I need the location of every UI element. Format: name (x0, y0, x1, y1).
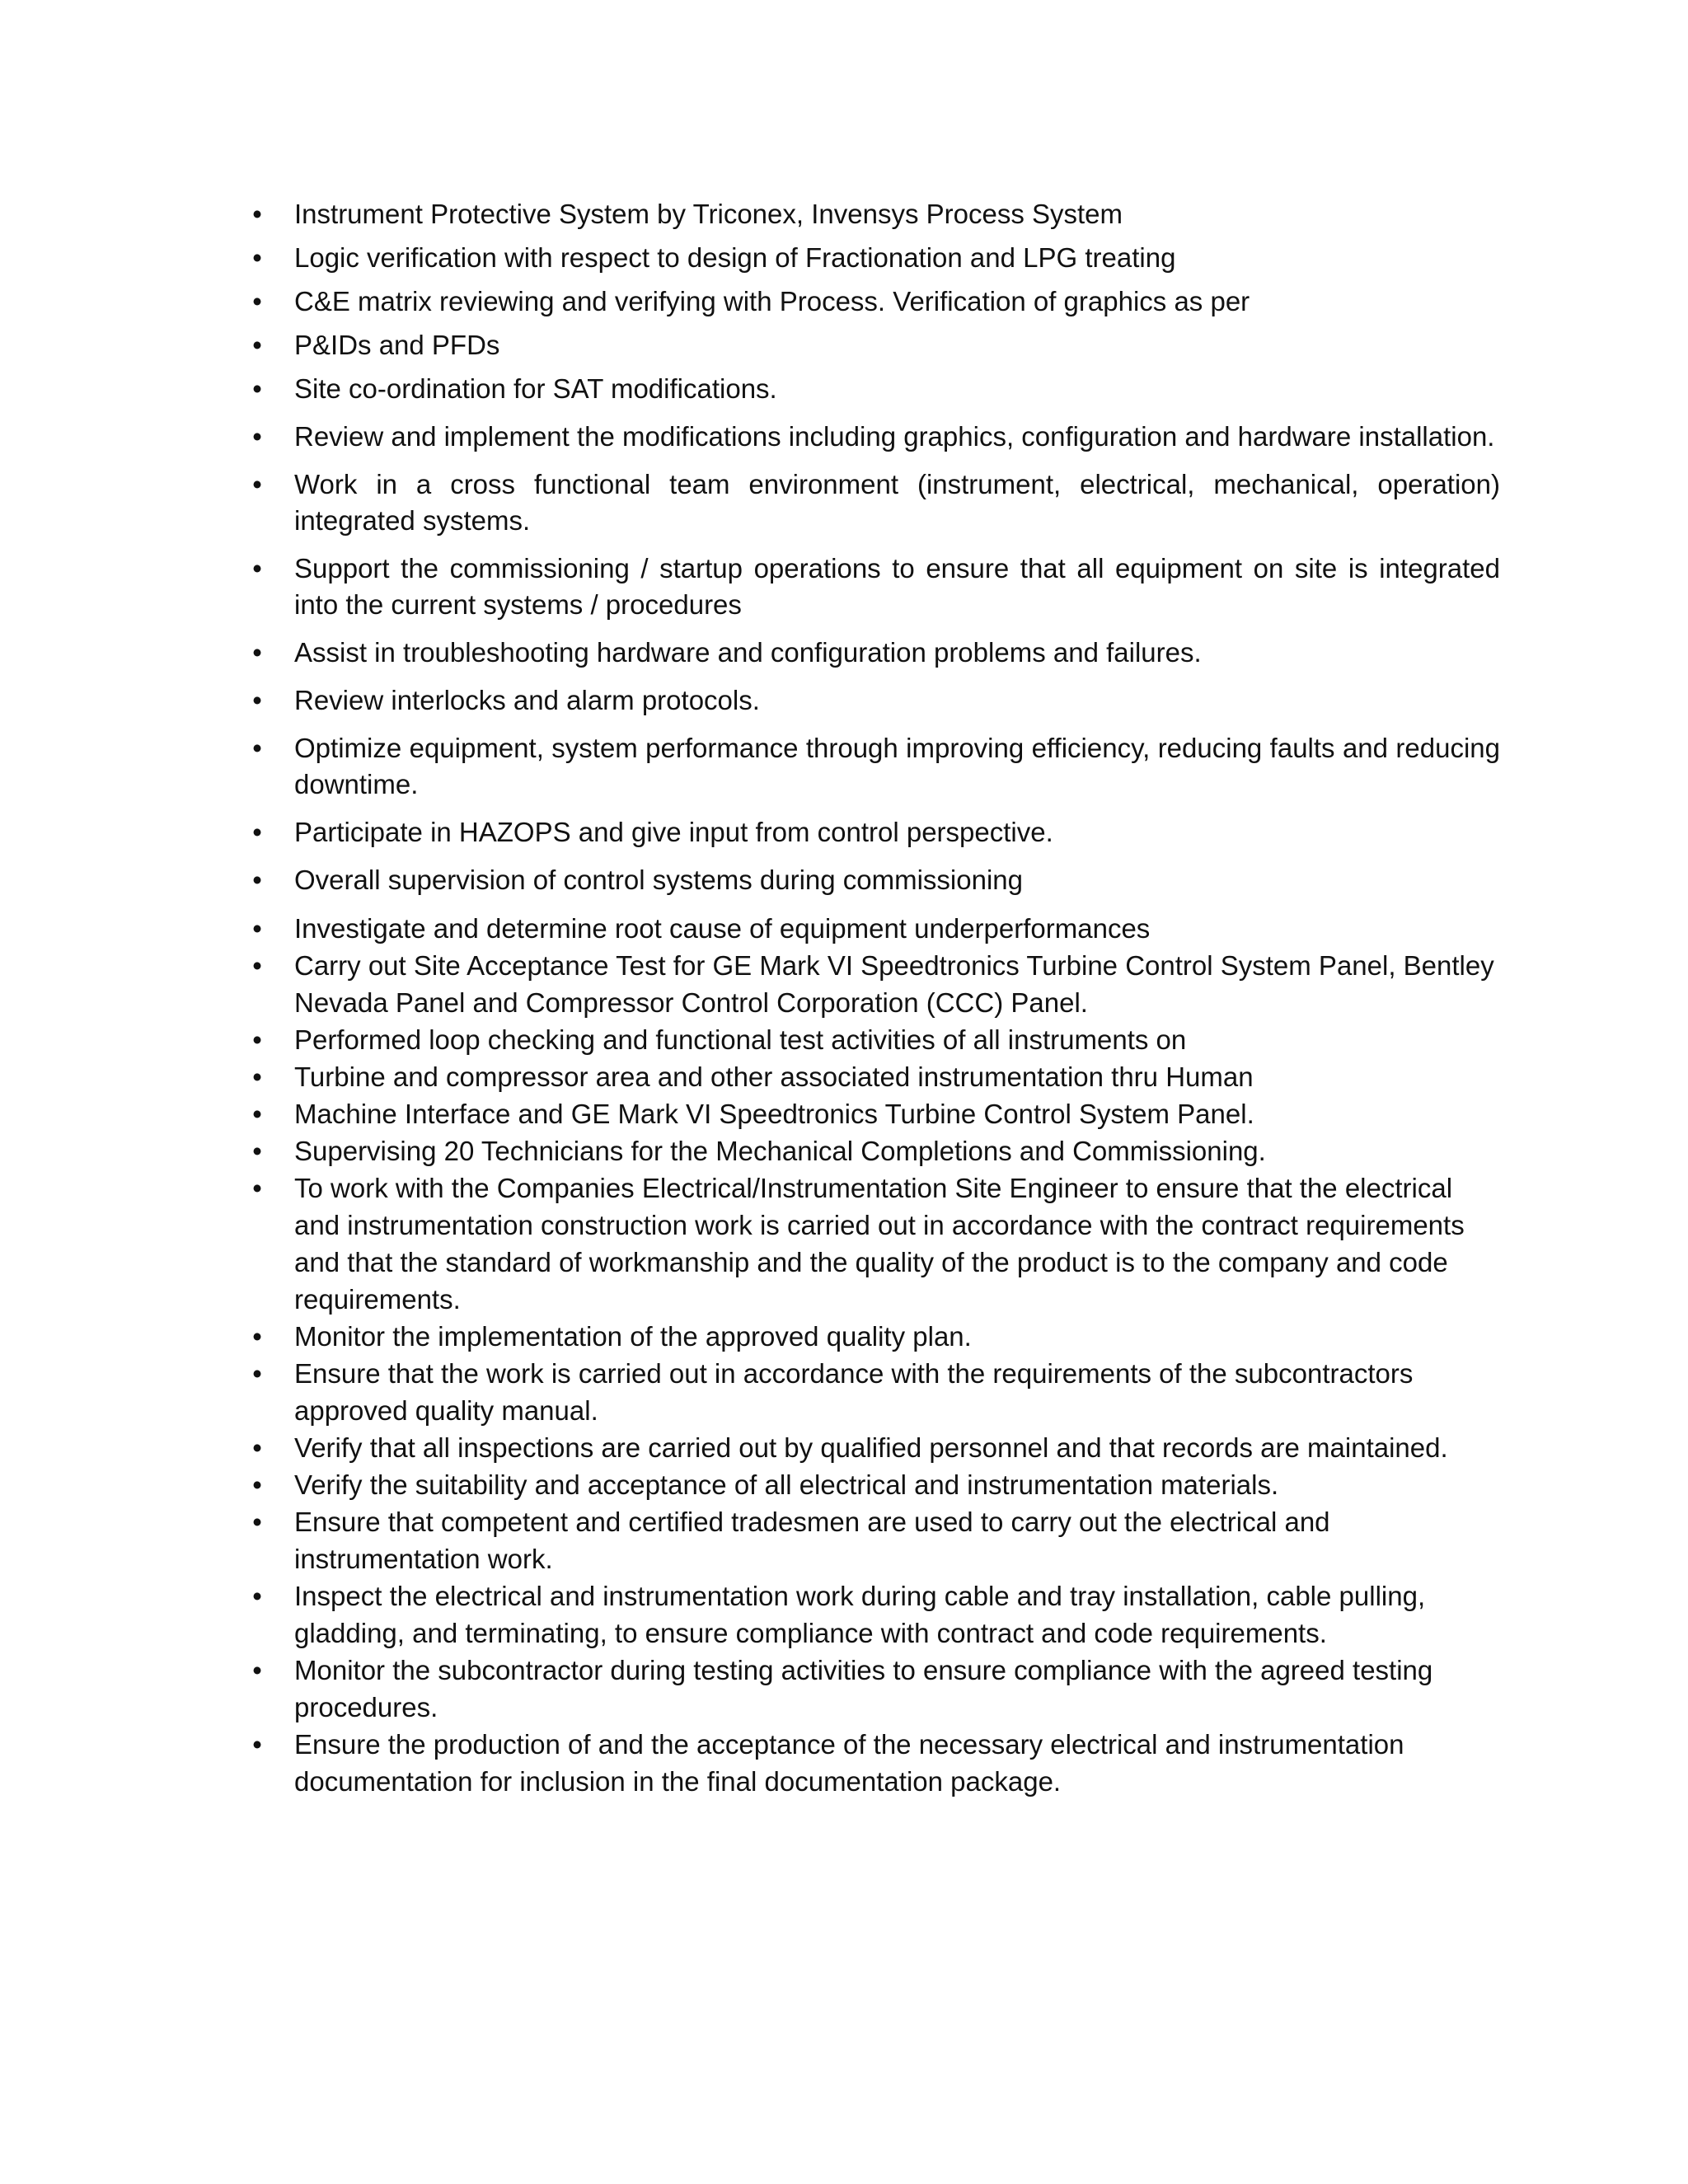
list-item-text: Assist in troubleshooting hardware and configuration problems and failures. (294, 637, 1202, 668)
list-item (247, 1318, 1500, 1355)
bullet-icon: • (252, 1358, 262, 1389)
list-item-text: Ensure that competent and certified tradesmen are used to carry out the electrical and instrumentation work. (294, 1507, 1330, 1574)
list-item (247, 682, 1500, 719)
bullet-icon: • (252, 1062, 262, 1092)
bullet-icon: • (252, 733, 262, 763)
bullet-icon: • (252, 865, 262, 895)
list-item-text: Overall supervision of control systems during commissioning (294, 865, 1024, 895)
list-item (247, 196, 1500, 232)
list-item (247, 1726, 1500, 1800)
bullet-icon: • (252, 950, 262, 981)
bullet-icon: • (252, 1507, 262, 1537)
bullet-icon: • (252, 637, 262, 668)
list-item (247, 1503, 1500, 1577)
list-item (247, 1169, 1500, 1318)
list-item (247, 910, 1500, 947)
list-item-text: Investigate and determine root cause of equipment underperformances (294, 913, 1151, 944)
bullet-icon: • (252, 1729, 262, 1760)
list-item-text: Verify the suitability and acceptance of all electrical and instrumentation materials. (294, 1469, 1279, 1500)
list-item-text: Work in a cross functional team environment (instrument, electrical, mechanical, operation) integrated systems. (294, 469, 1500, 536)
list-item-text: Ensure the production of and the acceptance of the necessary electrical and instrumentation documentation for inclusion in the final documentation package. (294, 1729, 1404, 1797)
list-item (247, 730, 1500, 803)
list-item-text: Turbine and compressor area and other associated instrumentation thru Human (294, 1062, 1254, 1092)
list-item (247, 1355, 1500, 1429)
bullet-icon: • (252, 553, 262, 583)
list-item-text: Monitor the implementation of the approved quality plan. (294, 1321, 972, 1352)
list-item (247, 947, 1500, 1021)
list-item-text: Logic verification with respect to design of Fractionation and LPG treating (294, 242, 1176, 273)
list-item-text: Instrument Protective System by Triconex, Invensys Process System (294, 199, 1123, 229)
bullet-icon: • (252, 1432, 262, 1463)
list-item-text: P&IDs and PFDs (294, 330, 500, 360)
list-item-text: Review interlocks and alarm protocols. (294, 685, 760, 715)
list-item-text: To work with the Companies Electrical/Instrumentation Site Engineer to ensure that the electrical and instrumentation construction work is carried out in accordance with the contract requirements and that the standard of workmanship and the quality of the product is to the company and code requirements. (294, 1173, 1465, 1315)
bullet-icon: • (252, 421, 262, 452)
list-item (247, 1429, 1500, 1466)
list-item-text: Performed loop checking and functional test activities of all instruments on (294, 1024, 1187, 1055)
list-item (247, 240, 1500, 276)
list-item-text: Optimize equipment, system performance through improving efficiency, reducing faults and reducing downtime. (294, 733, 1500, 799)
bullet-icon: • (252, 286, 262, 316)
list-item (247, 1652, 1500, 1726)
list-item (247, 814, 1500, 851)
list-item (247, 862, 1500, 898)
bullet-icon: • (252, 330, 262, 360)
bullet-icon: • (252, 1173, 262, 1203)
list-item-text: Support the commissioning / startup operations to ensure that all equipment on site is integrated into the current systems / procedures (294, 553, 1500, 620)
bullet-icon: • (252, 685, 262, 715)
bullet-icon: • (252, 469, 262, 499)
bullet-icon: • (252, 199, 262, 229)
list-item-text: Inspect the electrical and instrumentation work during cable and tray installation, cable pulling, gladding, and terminating, to ensure compliance with contract and code requirements. (294, 1581, 1426, 1648)
list-item (247, 284, 1500, 320)
bullet-icon: • (252, 373, 262, 404)
list-item-text: Supervising 20 Technicians for the Mechanical Completions and Commissioning. (294, 1136, 1266, 1166)
list-item (247, 551, 1500, 623)
bullet-icon: • (252, 1469, 262, 1500)
list-item-text: Site co-ordination for SAT modifications. (294, 373, 777, 404)
list-item (247, 1058, 1500, 1095)
bullet-icon: • (252, 1136, 262, 1166)
list-item-text: C&E matrix reviewing and verifying with Process. Verification of graphics as per (294, 286, 1250, 316)
list-item (247, 327, 1500, 363)
list-item-text: Ensure that the work is carried out in accordance with the requirements of the subcontractors approved quality manual. (294, 1358, 1414, 1426)
list-item (247, 1132, 1500, 1169)
bullet-list (247, 196, 1500, 1800)
bullet-icon: • (252, 1024, 262, 1055)
list-item-text: Participate in HAZOPS and give input from control perspective. (294, 817, 1053, 847)
list-item (247, 419, 1500, 455)
list-item (247, 1577, 1500, 1652)
list-item (247, 466, 1500, 539)
list-item (247, 371, 1500, 407)
list-item-text: Verify that all inspections are carried out by qualified personnel and that records are maintained. (294, 1432, 1448, 1463)
bullet-icon: • (252, 817, 262, 847)
bullet-icon: • (252, 1581, 262, 1611)
list-item-text: Monitor the subcontractor during testing activities to ensure compliance with the agreed testing procedures. (294, 1655, 1433, 1722)
bullet-icon: • (252, 242, 262, 273)
list-item (247, 635, 1500, 671)
list-item-text: Machine Interface and GE Mark VI Speedtronics Turbine Control System Panel. (294, 1099, 1254, 1129)
list-item-text: Review and implement the modifications including graphics, configuration and hardware installation. (294, 421, 1495, 452)
bullet-icon: • (252, 1099, 262, 1129)
bullet-icon: • (252, 913, 262, 944)
list-item (247, 1466, 1500, 1503)
bullet-icon: • (252, 1321, 262, 1352)
list-item-text: Carry out Site Acceptance Test for GE Mark VI Speedtronics Turbine Control System Panel, Bentley Nevada Panel and Compressor Control Corporation (CCC) Panel. (294, 950, 1494, 1018)
bullet-icon: • (252, 1655, 262, 1685)
list-item (247, 1021, 1500, 1058)
list-item (247, 1095, 1500, 1132)
